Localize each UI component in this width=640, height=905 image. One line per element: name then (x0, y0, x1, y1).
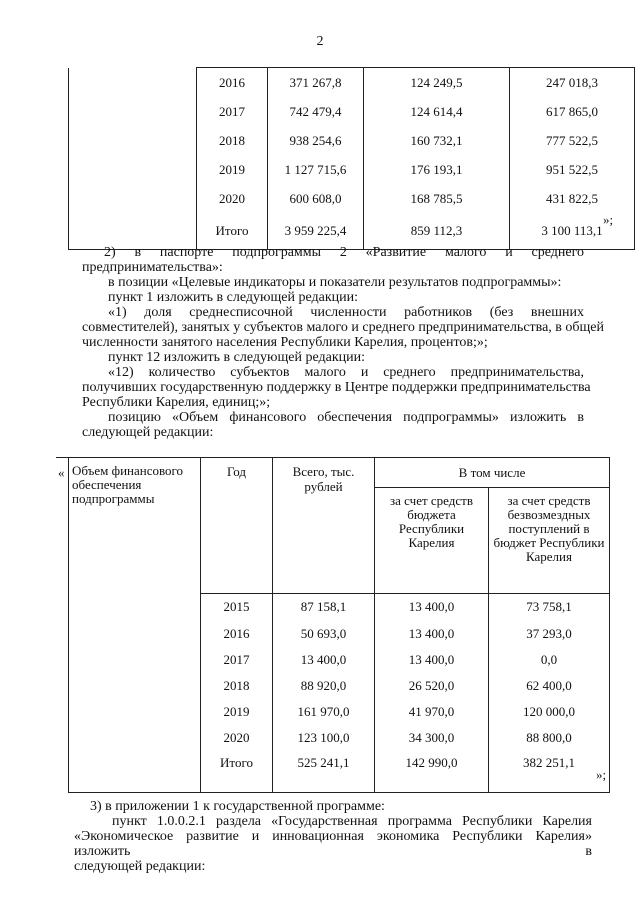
grant-cell: 247 018,3 (510, 68, 635, 98)
year-cell: 2017 (197, 97, 268, 126)
budget-cell: 142 990,0 (375, 751, 489, 775)
text-line: «1) доля среднесписочной численности работников (без внешних (108, 305, 584, 320)
text-line: пункт 1 изложить в следующей редакции: (108, 290, 358, 305)
total-cell: 938 254,6 (268, 126, 364, 155)
budget-cell: 168 785,5 (364, 184, 510, 213)
text-line: пункт 12 изложить в следующей редакции: (108, 350, 365, 365)
text-line: 3) в приложении 1 к государственной программе: (90, 799, 385, 814)
table2-opening-quote: « (58, 465, 65, 480)
subprogram-financing-table (56, 457, 610, 793)
text-line: следующей редакции: (74, 859, 206, 874)
total-cell: 3 959 225,4 (268, 213, 364, 250)
budget-cell: 13 400,0 (375, 647, 489, 673)
budget-cell: 13 400,0 (375, 594, 489, 621)
year-cell: 2020 (197, 184, 268, 213)
total-cell: 600 608,0 (268, 184, 364, 213)
text-line: «12) количество субъектов малого и среднего предпринимательства, (108, 365, 584, 380)
text-line: 2) в паспорте подпрограммы 2 «Развитие малого и среднего (104, 245, 584, 260)
total-cell: 50 693,0 (273, 621, 375, 647)
text-line: позицию «Объем финансового обеспечения подпрограммы» изложить в (108, 410, 584, 425)
financing-table-continuation (68, 67, 635, 250)
total-cell: 87 158,1 (273, 594, 375, 621)
total-header: Всего, тыс. рублей (273, 458, 375, 594)
text-line: получивших государственную поддержку в Центре поддержки предпринимательства (82, 380, 591, 395)
text-line: пункт 1.0.0.2.1 раздела «Государственная программа Республики Карелия (112, 814, 592, 829)
year-cell: Итого (197, 213, 268, 250)
total-cell: 1 127 715,6 (268, 155, 364, 184)
budget-cell: 124 249,5 (364, 68, 510, 98)
table-header-row (56, 458, 610, 488)
amendment-text-2 (74, 799, 592, 874)
year-cell: 2017 (201, 647, 273, 673)
grant-cell: 62 400,0 (489, 673, 610, 699)
grant-cell: 777 522,5 (510, 126, 635, 155)
year-cell: 2019 (197, 155, 268, 184)
year-cell: 2020 (201, 725, 273, 751)
grant-cell: 382 251,1 (489, 751, 610, 775)
amendment-text-1 (82, 245, 605, 440)
budget-cell: 41 970,0 (375, 699, 489, 725)
grant-cell: 88 800,0 (489, 725, 610, 751)
budget-cell: 26 520,0 (375, 673, 489, 699)
grant-cell: 3 100 113,1 (510, 213, 635, 250)
year-cell: 2019 (201, 699, 273, 725)
grant-header: за счет средств безвозмездных поступлений в бюджет Республики Карелия (489, 488, 610, 594)
year-header: Год (201, 458, 273, 594)
text-line: в позиции «Целевые индикаторы и показатели результатов подпрограммы»: (108, 275, 562, 290)
text-line: Республики Карелия, единиц;»; (82, 395, 271, 410)
text-line: «Экономическое развитие и инновационная экономика Республики Карелия» изложить в (74, 829, 592, 859)
total-cell: 371 267,8 (268, 68, 364, 98)
including-header: В том числе (375, 458, 610, 488)
year-cell: 2018 (197, 126, 268, 155)
grant-cell: 0,0 (489, 647, 610, 673)
text-line: численности занятого населения Республики Карелия, процентов;»; (82, 335, 488, 350)
text-line: совместителей), занятых у субъектов малого и среднего предпринимательства, в общей (82, 320, 605, 335)
text-line: предпринимательства»: (82, 260, 223, 275)
page-number: 2 (316, 34, 324, 49)
budget-cell: 124 614,4 (364, 97, 510, 126)
grant-cell: 73 758,1 (489, 594, 610, 621)
budget-cell: 34 300,0 (375, 725, 489, 751)
year-cell: 2016 (197, 68, 268, 98)
empty-label-cell (69, 68, 197, 250)
budget-header: за счет средств бюджета Республики Карелия (375, 488, 489, 594)
year-cell: 2018 (201, 673, 273, 699)
table-row (69, 68, 635, 98)
total-cell: 742 479,4 (268, 97, 364, 126)
total-cell: 13 400,0 (273, 647, 375, 673)
text-line: следующей редакции: (82, 425, 214, 440)
budget-cell: 13 400,0 (375, 621, 489, 647)
year-cell: Итого (201, 751, 273, 775)
total-cell: 123 100,0 (273, 725, 375, 751)
grant-cell: 617 865,0 (510, 97, 635, 126)
year-cell: 2016 (201, 621, 273, 647)
total-cell: 525 241,1 (273, 751, 375, 775)
grant-cell: 120 000,0 (489, 699, 610, 725)
total-cell: 161 970,0 (273, 699, 375, 725)
budget-cell: 160 732,1 (364, 126, 510, 155)
budget-cell: 859 112,3 (364, 213, 510, 250)
table1-closing-quote: »; (603, 212, 614, 227)
grant-cell: 37 293,0 (489, 621, 610, 647)
grant-cell: 951 522,5 (510, 155, 635, 184)
year-cell: 2015 (201, 594, 273, 621)
financing-label-cell: Объем финансового обеспечения подпрограммы (69, 458, 201, 793)
total-cell: 88 920,0 (273, 673, 375, 699)
grant-cell: 431 822,5 (510, 184, 635, 213)
table2-closing-quote: »; (596, 767, 607, 782)
budget-cell: 176 193,1 (364, 155, 510, 184)
